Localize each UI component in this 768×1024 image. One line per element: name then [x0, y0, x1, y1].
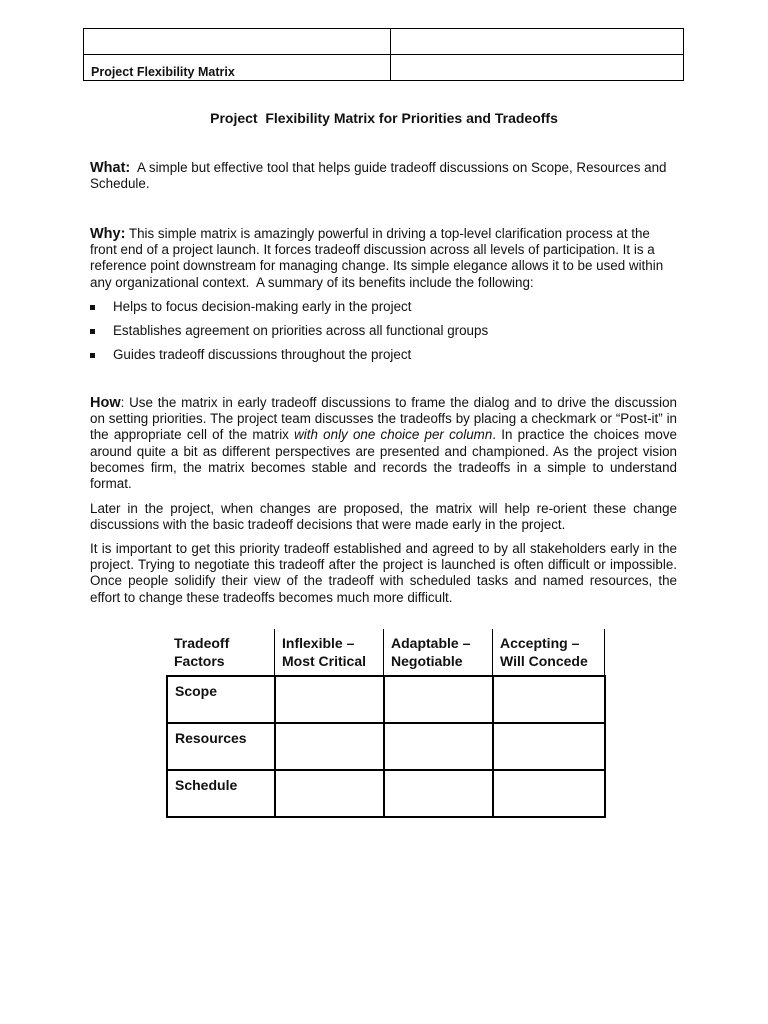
matrix-cell[interactable]: [493, 676, 605, 723]
how-label: How: [90, 395, 121, 411]
flexibility-matrix: [166, 629, 606, 818]
later-paragraph: Later in the project, when changes are proposed, the matrix will help re-orient these change discussions with the basic tradeoff decisions that were made early in the project.: [90, 501, 677, 533]
how-text-before: : Use the matrix in early tradeoff discussions to frame the dialog and to drive the discussion on setting priorities. The project team discusses the tradeoffs by placing a checkmark or “Post-it” in the appropriate cell of the matrix: [90, 395, 677, 443]
benefits-list: [90, 298, 677, 370]
matrix-header-accepting: Accepting – Will Concede: [493, 629, 605, 676]
list-item: Guides tradeoff discussions throughout the project: [90, 346, 677, 370]
why-text: This simple matrix is amazingly powerful in driving a top-level clarification process at the front end of a project launch. It forces tradeoff discussion across all levels of participation. It is a reference point downstream for managing change. Its simple elegance allows it to be used within any organizational context. A summary of its benefits include the following:: [90, 226, 667, 290]
bullet-icon: [90, 329, 95, 334]
matrix-cell[interactable]: [493, 723, 605, 770]
matrix-cell[interactable]: [493, 770, 605, 817]
why-paragraph: [90, 226, 677, 291]
bullet-icon: [90, 353, 95, 358]
header-cell: [391, 29, 684, 55]
important-paragraph: It is important to get this priority tradeoff established and agreed to by all stakeholders early in the project. Trying to negotiate this tradeoff after the project is launched is often difficult or impossible. Once people solidify their view of the tradeoff with scheduled tasks and named resources, the effort to change these tradeoffs becomes much more difficult.: [90, 541, 677, 605]
list-item: Establishes agreement on priorities across all functional groups: [90, 322, 677, 346]
bullet-icon: [90, 305, 95, 310]
matrix-header-tradeoff: Tradeoff Factors: [167, 629, 275, 676]
what-text: A simple but effective tool that helps guide tradeoff discussions on Scope, Resources and Schedule.: [90, 160, 671, 192]
matrix-row-label: Resources: [167, 723, 275, 770]
matrix-cell[interactable]: [384, 676, 493, 723]
page-title: Project Flexibility Matrix for Priorities and Tradeoffs: [210, 110, 558, 126]
what-label: What:: [90, 160, 131, 176]
matrix-row-label: Schedule: [167, 770, 275, 817]
matrix-cell[interactable]: [275, 723, 384, 770]
how-paragraph: [90, 395, 677, 492]
matrix-header-inflexible: Inflexible – Most Critical: [275, 629, 384, 676]
matrix-header-adaptable: Adaptable – Negotiable: [384, 629, 493, 676]
matrix-cell[interactable]: [275, 770, 384, 817]
header-table: [83, 28, 684, 81]
header-cell: [84, 29, 391, 55]
header-doc-title: Project Flexibility Matrix: [84, 55, 391, 81]
what-paragraph: [90, 160, 677, 192]
list-item: Helps to focus decision-making early in the project: [90, 298, 677, 322]
matrix-cell[interactable]: [384, 723, 493, 770]
matrix-row-label: Scope: [167, 676, 275, 723]
matrix-cell[interactable]: [384, 770, 493, 817]
why-label: Why:: [90, 226, 126, 242]
how-text-italic: with only one choice per column: [294, 427, 493, 443]
how-text-after: . In practice the choices move around quite a bit as different perspectives are presented and championed. As the project vision becomes firm, the matrix becomes stable and records the tradeoffs in a simple to understand format.: [90, 427, 677, 492]
header-cell: [391, 55, 684, 81]
matrix-cell[interactable]: [275, 676, 384, 723]
